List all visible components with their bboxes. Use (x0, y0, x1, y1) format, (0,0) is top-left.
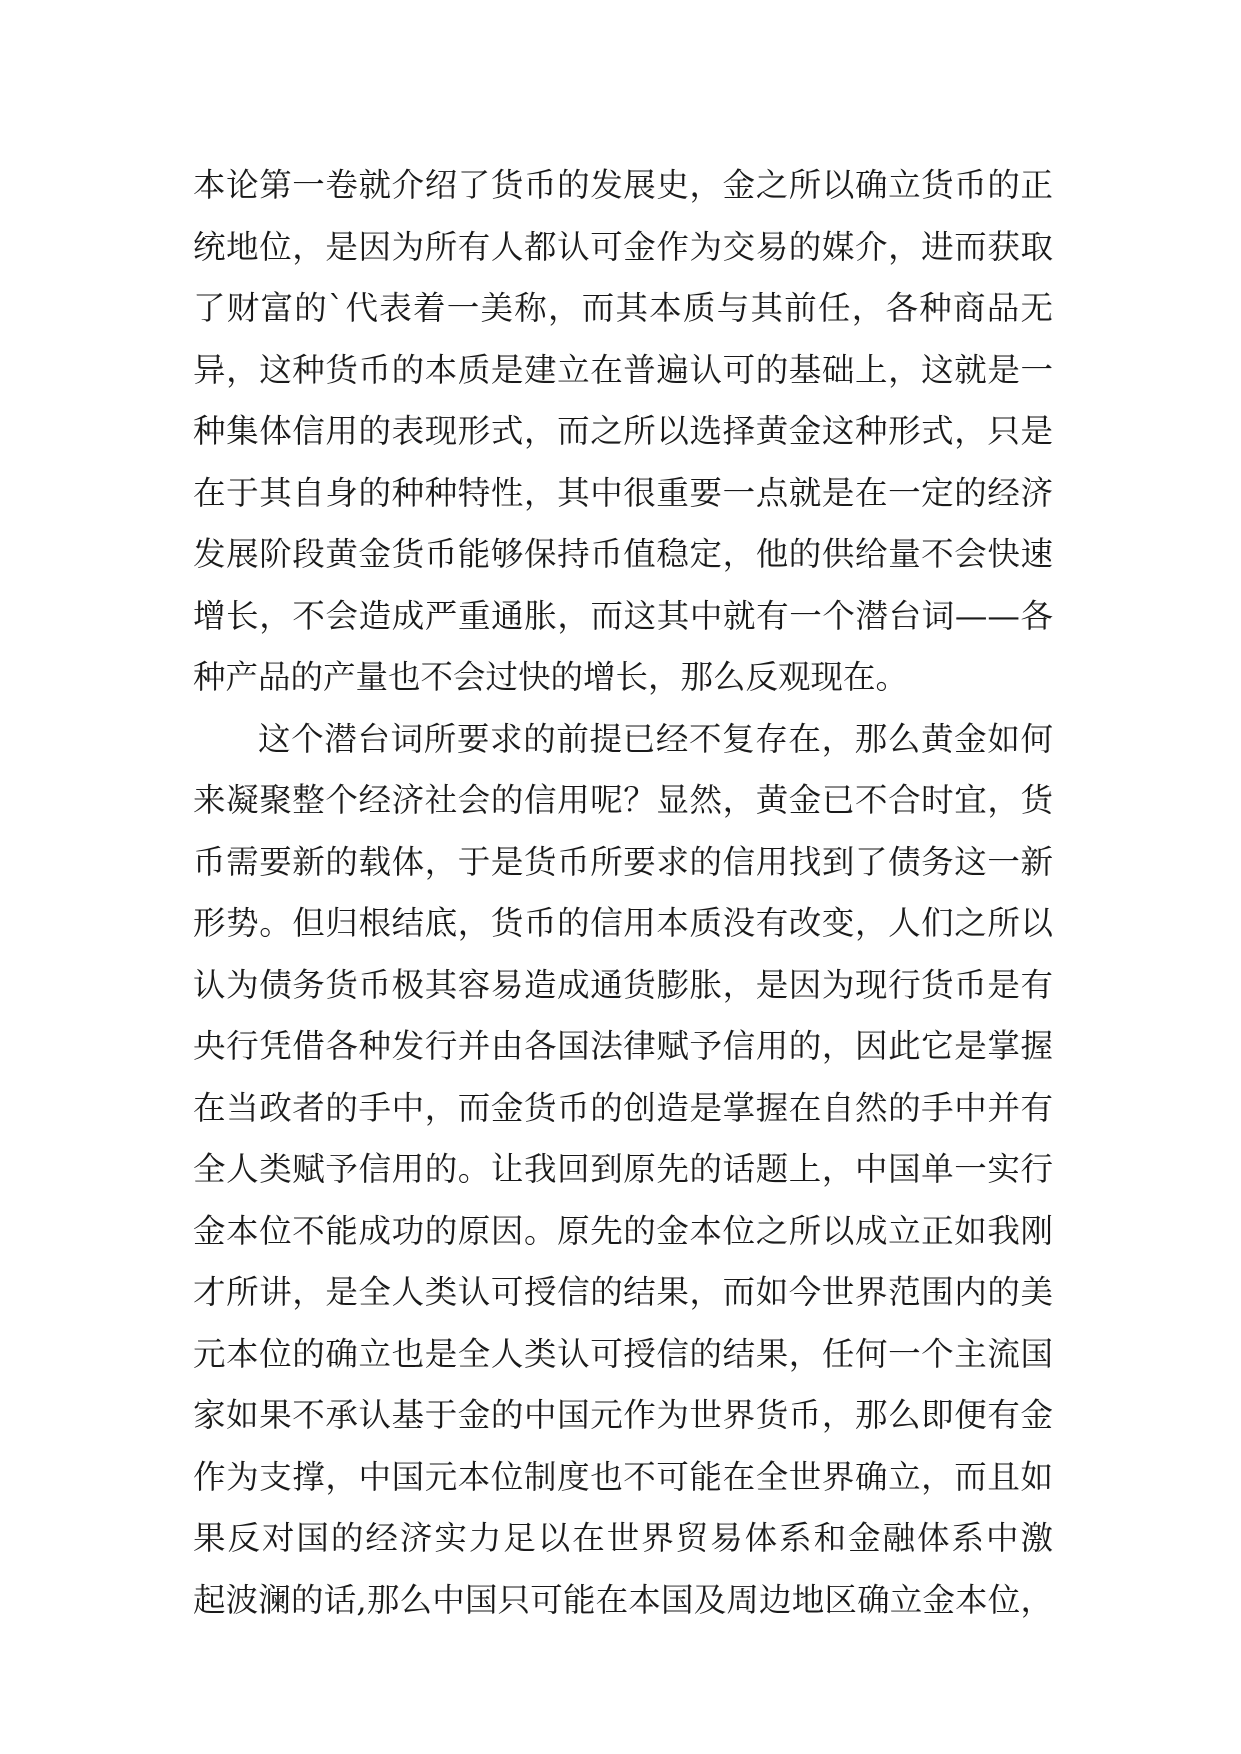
paragraph-1 (193, 155, 1053, 709)
text-line: 作为支撑，中国元本位制度也不可能在全世界确立，而且如 (193, 1457, 1053, 1496)
text-line: 异，这种货币的本质是建立在普遍认可的基础上，这就是一 (193, 350, 1053, 389)
text-line: 果反对国的经济实力足以在世界贸易体系和金融体系中激 (193, 1519, 1053, 1557)
text-line: 全人类赋予信用的。让我回到原先的话题上，中国单一实行 (193, 1150, 1053, 1188)
text-line: 起波澜的话,那么中国只可能在本国及周边地区确立金本位， (193, 1580, 1053, 1619)
text-line: 金本位不能成功的原因。原先的金本位之所以成立正如我刚 (193, 1211, 1053, 1250)
text-line: 元本位的确立也是全人类认可授信的结果，任何一个主流国 (193, 1334, 1053, 1373)
text-line: 种产品的产量也不会过快的增长，那么反观现在。 (193, 658, 909, 696)
text-line: 发展阶段黄金货币能够保持币值稳定，他的供给量不会快速 (193, 535, 1053, 573)
text-line: 了财富的`代表着一美称，而其本质与其前任，各种商品无 (193, 289, 1053, 327)
text-line: 家如果不承认基于金的中国元作为世界货币，那么即便有金 (193, 1396, 1053, 1434)
text-line: 认为债务货币极其容易造成通货膨胀，是因为现行货币是有 (193, 965, 1053, 1004)
text-line: 才所讲，是全人类认可授信的结果，而如今世界范围内的美 (193, 1273, 1053, 1311)
text-line: 币需要新的载体，于是货币所要求的信用找到了债务这一新 (193, 842, 1053, 881)
text-line: 这个潜台词所要求的前提已经不复存在，那么黄金如何 (258, 719, 1053, 758)
text-line: 增长，不会造成严重通胀，而这其中就有一个潜台词——各 (193, 596, 1053, 635)
paragraph-2 (193, 709, 1053, 1632)
text-line: 央行凭借各种发行并由各国法律赋予信用的，因此它是掌握 (193, 1027, 1053, 1065)
text-line: 在当政者的手中，而金货币的创造是掌握在自然的手中并有 (193, 1088, 1053, 1127)
text-line: 统地位，是因为所有人都认可金作为交易的媒介，进而获取 (193, 227, 1053, 266)
text-line: 本论第一卷就介绍了货币的发展史，金之所以确立货币的正 (193, 166, 1053, 204)
text-line: 在于其自身的种种特性，其中很重要一点就是在一定的经济 (193, 473, 1053, 512)
text-line: 种集体信用的表现形式，而之所以选择黄金这种形式，只是 (193, 412, 1053, 450)
text-line: 来凝聚整个经济社会的信用呢？显然，黄金已不合时宜，货 (193, 781, 1053, 819)
body-text (193, 155, 1053, 1631)
text-line: 形势。但归根结底，货币的信用本质没有改变，人们之所以 (193, 904, 1053, 942)
